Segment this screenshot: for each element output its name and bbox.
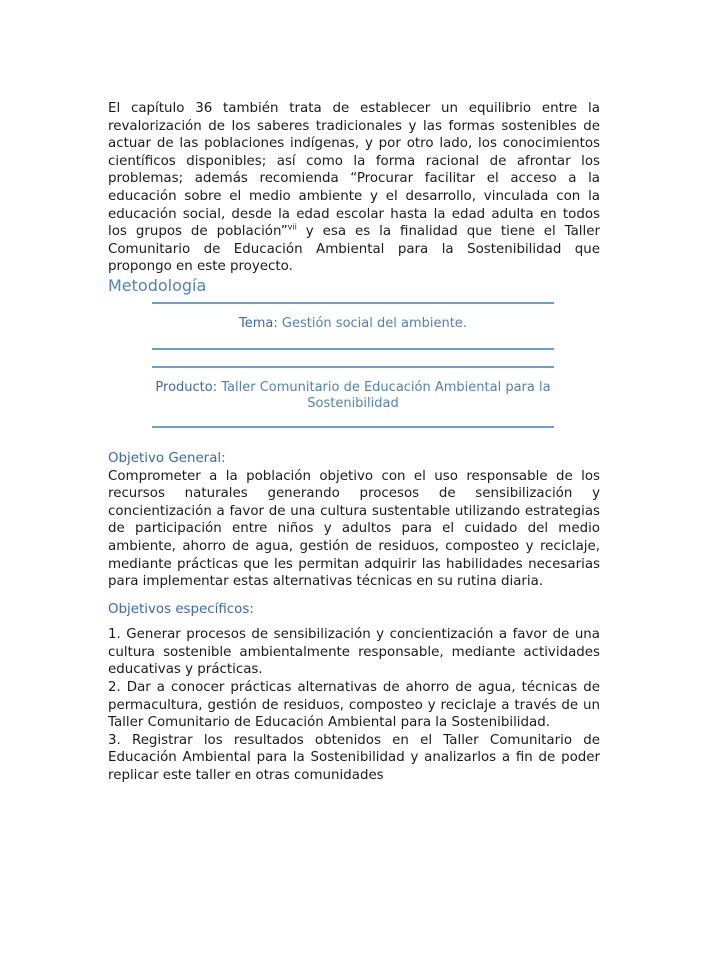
objetivo-especifico-item: 2. Dar a conocer prácticas alternativas de ahorro de agua, técnicas de permacultura, gestión de residuos, composteo y reciclaje a través de un Taller Comunitario de Educación Ambiental para la Sostenibilidad. — [108, 680, 600, 731]
intro-text: El capítulo 36 también trata de establecer un equilibrio entre la revalorización de los saberes tradicionales y las formas sostenibles de actuar de las poblaciones indígenas, y por otro lado, los conocimientos científicos disponibles; así como la forma racional de afrontar los problemas; además recomienda “Procurar facilitar el acceso a la educación sobre el medio ambiente y el desarrollo, vinculada con la educación social, desde la edad escolar hasta la edad adulta en todos los grupos de población” — [108, 101, 600, 240]
intro-text-continued: y esa es la finalidad que tiene el Taller Comunitario de Educación Ambiental para la Sostenibilidad que propongo en este proyecto. — [108, 224, 600, 275]
objetivo-especifico-item: 1. Generar procesos de sensibilización y concientización a favor de una cultura sostenible ambientalmente responsable, mediante actividades educativas y prácticas. — [108, 627, 600, 678]
tema-label: Tema: — [239, 315, 278, 331]
producto-box — [152, 366, 554, 428]
objetivo-general-text: Comprometer a la población objetivo con el uso responsable de los recursos naturales generando procesos de sensibilización y concientización a favor de una cultura sustentable utilizando estrategias de participación entre niños y adultos para el cuidado del medio ambiente, ahorro de agua, gestión de residuos, composteo y reciclaje, mediante prácticas que les permitan adquirir las habilidades necesarias para implementar estas alternativas técnicas en su rutina diaria. — [108, 468, 600, 590]
producto-label: Producto: — [155, 379, 218, 395]
metodologia-heading: Metodología — [108, 275, 207, 295]
tema-value: Gestión social del ambiente. — [277, 315, 467, 331]
objetivo-especifico-item: 3. Registrar los resultados obtenidos en el Taller Comunitario de Educación Ambiental para la Sostenibilidad y analizarlos a fin de poder replicar este taller en otras comunidades — [108, 732, 600, 784]
endnote-reference[interactable]: vii — [287, 222, 297, 232]
objetivos-especificos-heading: Objetivos específicos: — [108, 601, 254, 617]
tema-box — [152, 302, 554, 350]
producto-value: Taller Comunitario de Educación Ambiental para la Sostenibilidad — [217, 379, 551, 411]
objetivo-general-heading: Objetivo General: — [108, 450, 226, 466]
page-content — [108, 100, 600, 785]
intro-paragraph — [108, 100, 600, 276]
